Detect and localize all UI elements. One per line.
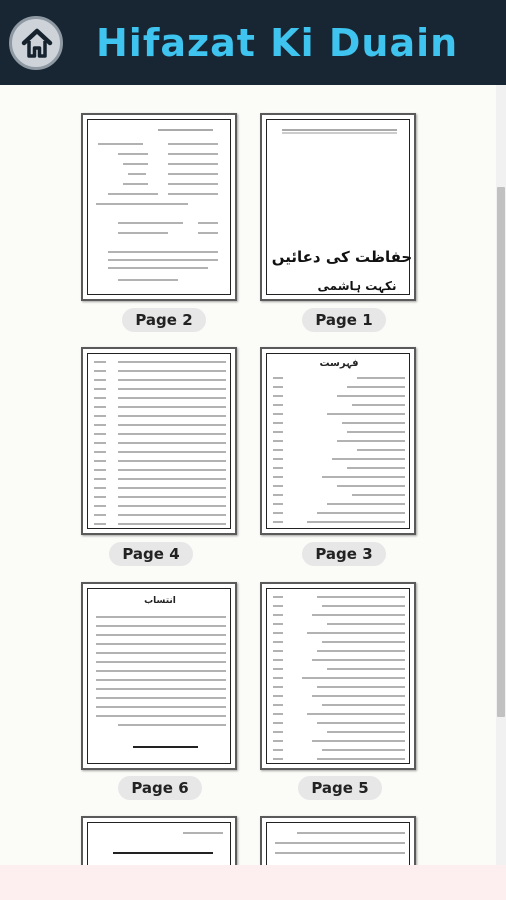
bottom-bar — [0, 865, 506, 900]
page-thumbnail-4[interactable] — [81, 347, 237, 535]
page-label-6[interactable]: Page 6 — [118, 776, 202, 800]
page-2-image — [87, 119, 231, 295]
page-label-5[interactable]: Page 5 — [298, 776, 382, 800]
page-thumbnail-5[interactable] — [260, 582, 416, 770]
page-7-image — [266, 822, 410, 865]
app-header — [0, 0, 506, 85]
page-4-image — [87, 353, 231, 529]
vertical-scrollbar[interactable] — [496, 85, 506, 865]
book-title: حفاظت کی دعائیں — [271, 248, 413, 266]
contents-heading: فہرست — [319, 358, 359, 369]
page-8-image — [87, 822, 231, 865]
home-icon — [21, 27, 53, 59]
book-author: نکہت ہاشمی — [317, 279, 397, 293]
page-thumbnail-2[interactable] — [81, 113, 237, 301]
scrollbar-thumb[interactable] — [497, 187, 505, 717]
page-label-4[interactable]: Page 4 — [109, 542, 193, 566]
page-thumbnail-7[interactable] — [260, 816, 416, 865]
page-5-image — [266, 588, 410, 764]
page-thumbnail-3[interactable] — [260, 347, 416, 535]
page-thumbnail-1[interactable] — [260, 113, 416, 301]
home-button[interactable] — [9, 16, 63, 70]
page-label-2[interactable]: Page 2 — [122, 308, 206, 332]
page-label-3[interactable]: Page 3 — [302, 542, 386, 566]
dedication-heading: انتساب — [144, 596, 176, 606]
page-thumbnail-8[interactable] — [81, 816, 237, 865]
page-1-image — [266, 119, 413, 295]
app-title: Hifazat Ki Duain — [96, 21, 459, 65]
page-gallery[interactable] — [0, 85, 506, 865]
page-6-image — [87, 588, 231, 764]
page-thumbnail-6[interactable] — [81, 582, 237, 770]
page-3-image — [266, 353, 410, 529]
page-label-1[interactable]: Page 1 — [302, 308, 386, 332]
